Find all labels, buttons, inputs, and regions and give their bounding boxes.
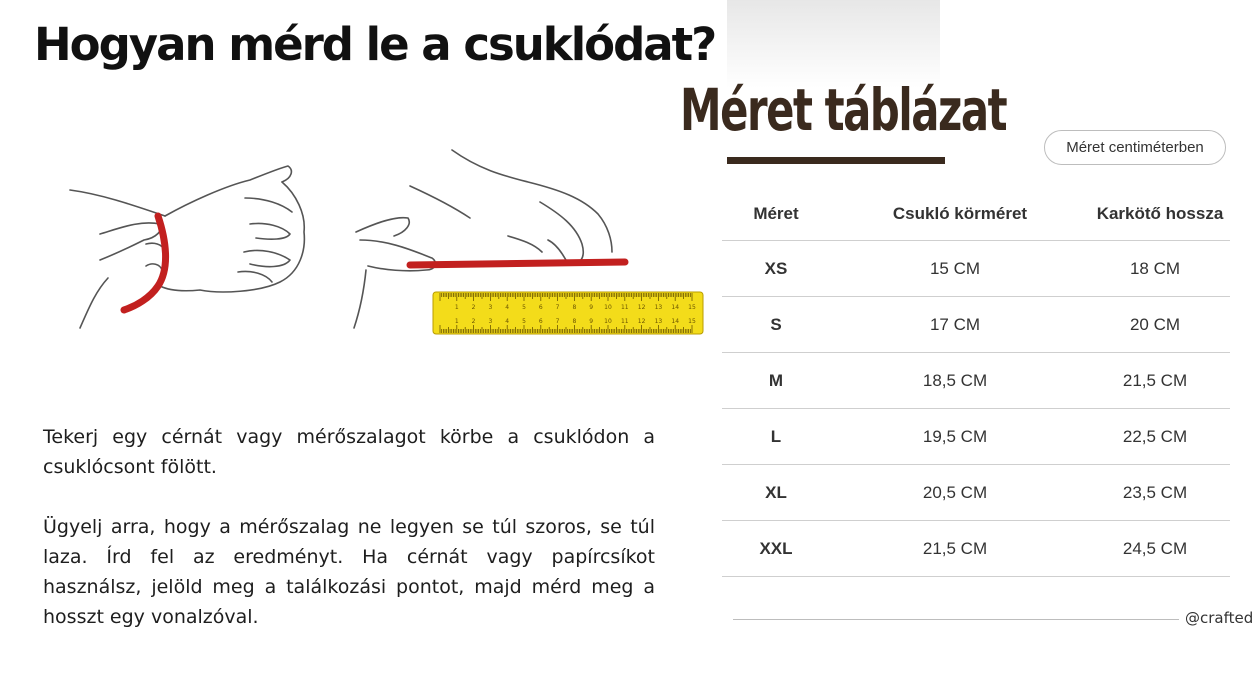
size-cell: XS bbox=[764, 258, 788, 278]
measuring-instructions bbox=[43, 422, 655, 662]
table-row bbox=[722, 353, 1230, 409]
ruler-number: 2 bbox=[471, 304, 476, 311]
table-row bbox=[722, 521, 1230, 577]
table-row bbox=[722, 465, 1230, 521]
bracelet-cell: 20 CM bbox=[1129, 314, 1181, 334]
bracelet-cell: 18 CM bbox=[1129, 258, 1181, 278]
title-underline bbox=[727, 157, 945, 164]
ruler-number: 7 bbox=[555, 304, 560, 311]
ruler-number: 8 bbox=[572, 304, 577, 311]
ruler-number: 6 bbox=[538, 318, 543, 325]
size-table bbox=[722, 188, 1230, 577]
table-header-row bbox=[722, 188, 1230, 241]
ruler-number: 1 bbox=[454, 304, 459, 311]
ruler-number: 11 bbox=[620, 318, 629, 325]
wrist-cell: 21,5 CM bbox=[922, 538, 988, 558]
size-cell: XL bbox=[765, 482, 787, 502]
unit-badge: Méret centiméterben bbox=[1044, 130, 1226, 165]
ruler-number: 12 bbox=[637, 318, 646, 325]
size-cell: XXL bbox=[759, 538, 793, 558]
ruler-number: 10 bbox=[604, 318, 612, 325]
wrist-cell: 18,5 CM bbox=[922, 370, 988, 390]
table-row bbox=[722, 297, 1230, 353]
ruler-icon bbox=[433, 292, 703, 334]
wrist-cell: 19,5 CM bbox=[922, 426, 988, 446]
ruler-number: 6 bbox=[538, 304, 543, 311]
ruler-number: 9 bbox=[589, 318, 594, 325]
ruler-number: 14 bbox=[671, 304, 680, 311]
instruction-paragraph: Tekerj egy cérnát vagy mérőszalagot körbe a csuklódon a csuklócsont fölött. bbox=[43, 426, 655, 478]
size-cell: S bbox=[770, 314, 782, 334]
footer-divider bbox=[733, 619, 1179, 620]
table-row bbox=[722, 241, 1230, 297]
size-cell: L bbox=[770, 426, 782, 446]
ruler-number: 12 bbox=[637, 304, 646, 311]
column-header-size: Méret bbox=[753, 204, 799, 223]
table-row bbox=[722, 409, 1230, 465]
wrist-cell: 15 CM bbox=[929, 258, 981, 278]
bracelet-cell: 21,5 CM bbox=[1122, 370, 1188, 390]
ruler-number: 5 bbox=[522, 304, 526, 311]
ruler-number: 1 bbox=[454, 318, 459, 325]
wrist-measuring-illustration bbox=[60, 140, 720, 350]
ruler-number: 13 bbox=[654, 318, 663, 325]
wrist-cell: 17 CM bbox=[929, 314, 981, 334]
column-header-bracelet: Karkötő hossza bbox=[1096, 204, 1224, 223]
ruler-number: 2 bbox=[471, 318, 476, 325]
ruler-number: 7 bbox=[555, 318, 560, 325]
ruler-number: 15 bbox=[688, 304, 696, 311]
brand-handle: @crafted bbox=[1185, 609, 1254, 627]
bracelet-cell: 22,5 CM bbox=[1122, 426, 1188, 446]
ruler-number: 4 bbox=[505, 318, 510, 325]
ruler-number: 5 bbox=[522, 318, 526, 325]
ruler-number: 14 bbox=[671, 318, 680, 325]
size-chart-title: Méret táblázat bbox=[680, 76, 1007, 144]
ruler-number: 15 bbox=[688, 318, 696, 325]
bracelet-cell: 23,5 CM bbox=[1122, 482, 1188, 502]
wrist-cell: 20,5 CM bbox=[922, 482, 988, 502]
ruler-number: 3 bbox=[488, 318, 493, 325]
bracelet-cell: 24,5 CM bbox=[1122, 538, 1188, 558]
instruction-paragraph: Ügyelj arra, hogy a mérőszalag ne legyen se túl szoros, se túl laza. Írd fel az eredményt. Ha cérnát vagy papírcsíkot használsz, jelöld meg a találkozási pontot, majd mérd meg a hosszt egy vonalzóval. bbox=[43, 516, 655, 628]
ruler-number: 4 bbox=[505, 304, 510, 311]
hand-with-tape-icon bbox=[70, 166, 304, 328]
column-header-wrist: Csukló körméret bbox=[892, 204, 1028, 223]
ruler-number: 13 bbox=[654, 304, 663, 311]
page-title: Hogyan mérd le a csuklódat? bbox=[34, 18, 716, 71]
ruler-number: 3 bbox=[488, 304, 493, 311]
header-decor-strip bbox=[727, 0, 940, 88]
tape-icon bbox=[124, 216, 166, 310]
ruler-number: 11 bbox=[620, 304, 629, 311]
size-cell: M bbox=[768, 370, 784, 390]
ruler-number: 9 bbox=[589, 304, 594, 311]
ruler-number: 10 bbox=[604, 304, 612, 311]
measuring-string-icon bbox=[410, 262, 625, 265]
ruler-number: 8 bbox=[572, 318, 577, 325]
